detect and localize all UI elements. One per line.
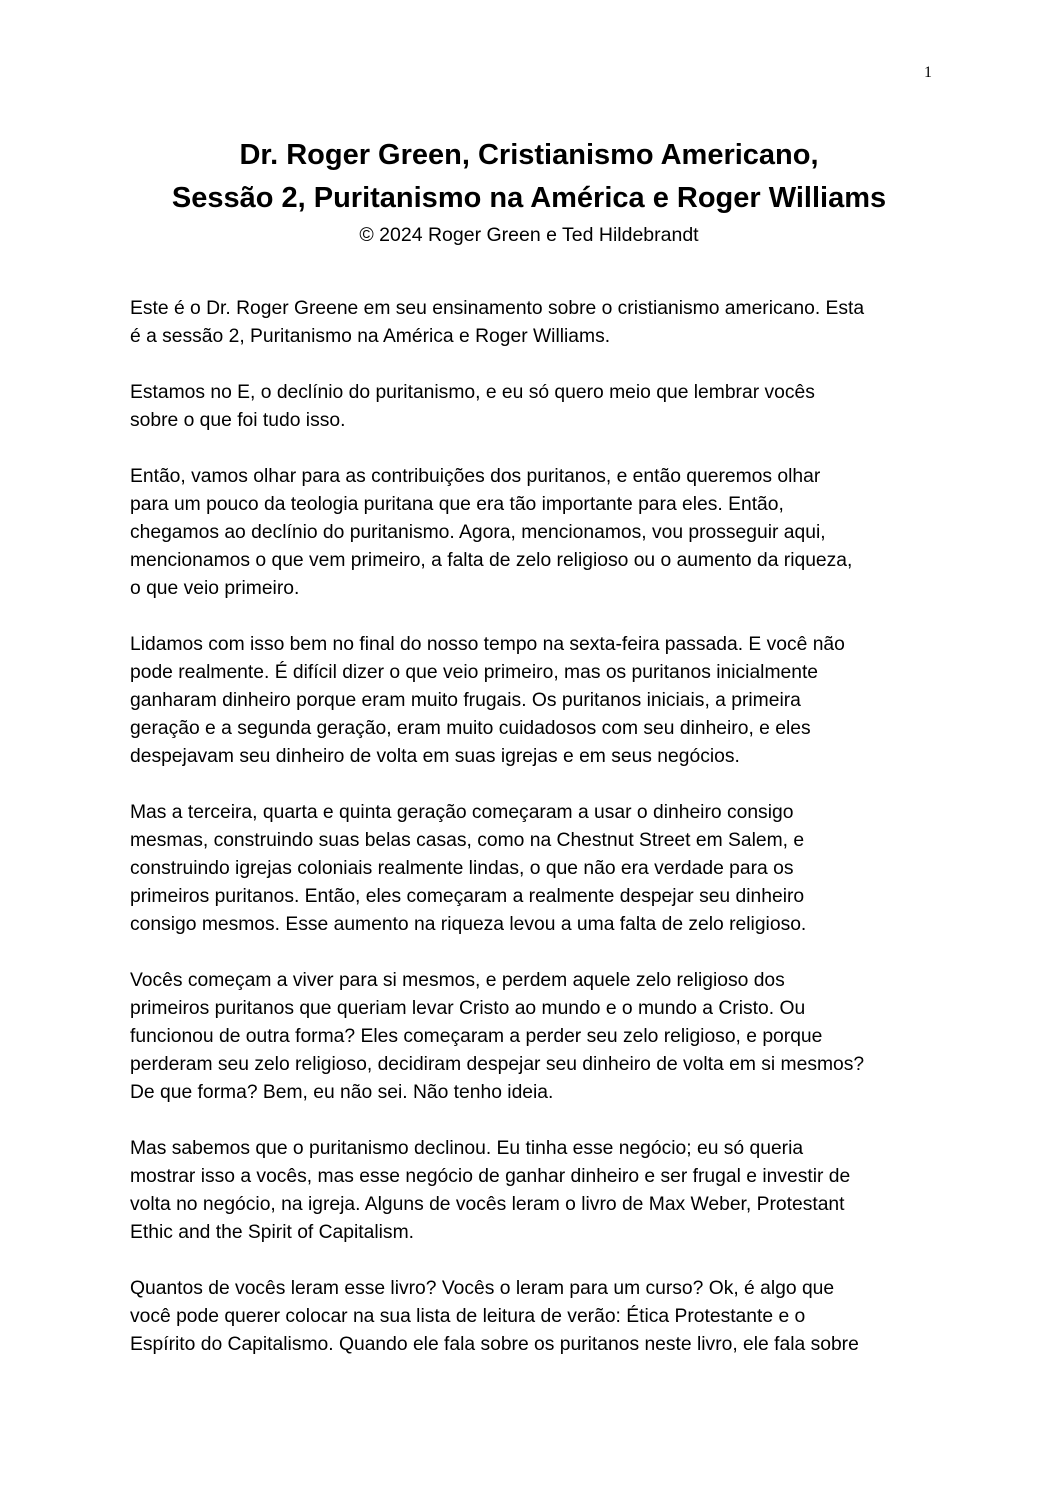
- paragraph-line: funcionou de outra forma? Eles começaram a perder seu zelo religioso, e porque: [130, 1026, 823, 1047]
- paragraph: [130, 1275, 940, 1359]
- paragraph-line: Espírito do Capitalismo. Quando ele fala sobre os puritanos neste livro, ele fala sobre: [130, 1334, 859, 1355]
- paragraph-line: mencionamos o que vem primeiro, a falta de zelo religioso ou o aumento da riqueza,: [130, 550, 853, 571]
- paragraph-line: mesmas, construindo suas belas casas, como na Chestnut Street em Salem, e: [130, 830, 805, 851]
- paragraph-line: sobre o que foi tudo isso.: [130, 410, 346, 431]
- paragraph-line: o que veio primeiro.: [130, 578, 300, 599]
- copyright-notice: © 2024 Roger Green e Ted Hildebrandt: [359, 224, 699, 246]
- page-number: 1: [924, 64, 932, 81]
- paragraph-line: chegamos ao declínio do puritanismo. Agora, mencionamos, vou prosseguir aqui,: [130, 522, 826, 543]
- transcript-body: [130, 295, 940, 1387]
- paragraph: [130, 463, 940, 603]
- paragraph-line: Lidamos com isso bem no final do nosso tempo na sexta-feira passada. E você não: [130, 634, 845, 655]
- paragraph-line: Então, vamos olhar para as contribuições dos puritanos, e então queremos olhar: [130, 466, 821, 487]
- paragraph-line: Mas sabemos que o puritanismo declinou. Eu tinha esse negócio; eu só queria: [130, 1138, 804, 1159]
- paragraph-line: Vocês começam a viver para si mesmos, e perdem aquele zelo religioso dos: [130, 970, 785, 991]
- paragraph-line: Quantos de vocês leram esse livro? Vocês o leram para um curso? Ok, é algo que: [130, 1278, 835, 1299]
- paragraph-line: primeiros puritanos que queriam levar Cristo ao mundo e o mundo a Cristo. Ou: [130, 998, 806, 1019]
- paragraph-line: é a sessão 2, Puritanismo na América e Roger Williams.: [130, 326, 611, 347]
- title-line-1: Dr. Roger Green, Cristianismo Americano,: [239, 139, 819, 171]
- paragraph-line: Este é o Dr. Roger Greene em seu ensinamento sobre o cristianismo americano. Esta: [130, 298, 865, 319]
- paragraph-line: mostrar isso a vocês, mas esse negócio de ganhar dinheiro e ser frugal e investir de: [130, 1166, 851, 1187]
- paragraph-line: despejavam seu dinheiro de volta em suas igrejas e em seus negócios.: [130, 746, 740, 767]
- paragraph-line: consigo mesmos. Esse aumento na riqueza levou a uma falta de zelo religioso.: [130, 914, 807, 935]
- paragraph-line: volta no negócio, na igreja. Alguns de vocês leram o livro de Max Weber, Protestant: [130, 1194, 845, 1215]
- paragraph-line: Mas a terceira, quarta e quinta geração começaram a usar o dinheiro consigo: [130, 802, 794, 823]
- paragraph-line: geração e a segunda geração, eram muito cuidadosos com seu dinheiro, e eles: [130, 718, 811, 739]
- paragraph: [130, 799, 940, 939]
- paragraph: [130, 631, 940, 771]
- paragraph-line: De que forma? Bem, eu não sei. Não tenho ideia.: [130, 1082, 554, 1103]
- paragraph-line: construindo igrejas coloniais realmente lindas, o que não era verdade para os: [130, 858, 794, 879]
- paragraph: [130, 1135, 940, 1247]
- paragraph: [130, 379, 940, 435]
- paragraph: [130, 967, 940, 1107]
- document-title: [0, 134, 1058, 220]
- paragraph-line: Ethic and the Spirit of Capitalism.: [130, 1222, 414, 1243]
- paragraph: [130, 295, 940, 351]
- paragraph-line: pode realmente. É difícil dizer o que veio primeiro, mas os puritanos inicialmente: [130, 662, 819, 683]
- paragraph-line: Estamos no E, o declínio do puritanismo, e eu só quero meio que lembrar vocês: [130, 382, 815, 403]
- title-line-2: Sessão 2, Puritanismo na América e Roger Williams: [171, 182, 887, 214]
- paragraph-line: para um pouco da teologia puritana que era tão importante para eles. Então,: [130, 494, 784, 515]
- paragraph-line: perderam seu zelo religioso, decidiram despejar seu dinheiro de volta em si mesmos?: [130, 1054, 865, 1075]
- paragraph-line: primeiros puritanos. Então, eles começaram a realmente despejar seu dinheiro: [130, 886, 805, 907]
- paragraph-line: você pode querer colocar na sua lista de leitura de verão: Ética Protestante e o: [130, 1306, 806, 1327]
- paragraph-line: ganharam dinheiro porque eram muito frugais. Os puritanos iniciais, a primeira: [130, 690, 801, 711]
